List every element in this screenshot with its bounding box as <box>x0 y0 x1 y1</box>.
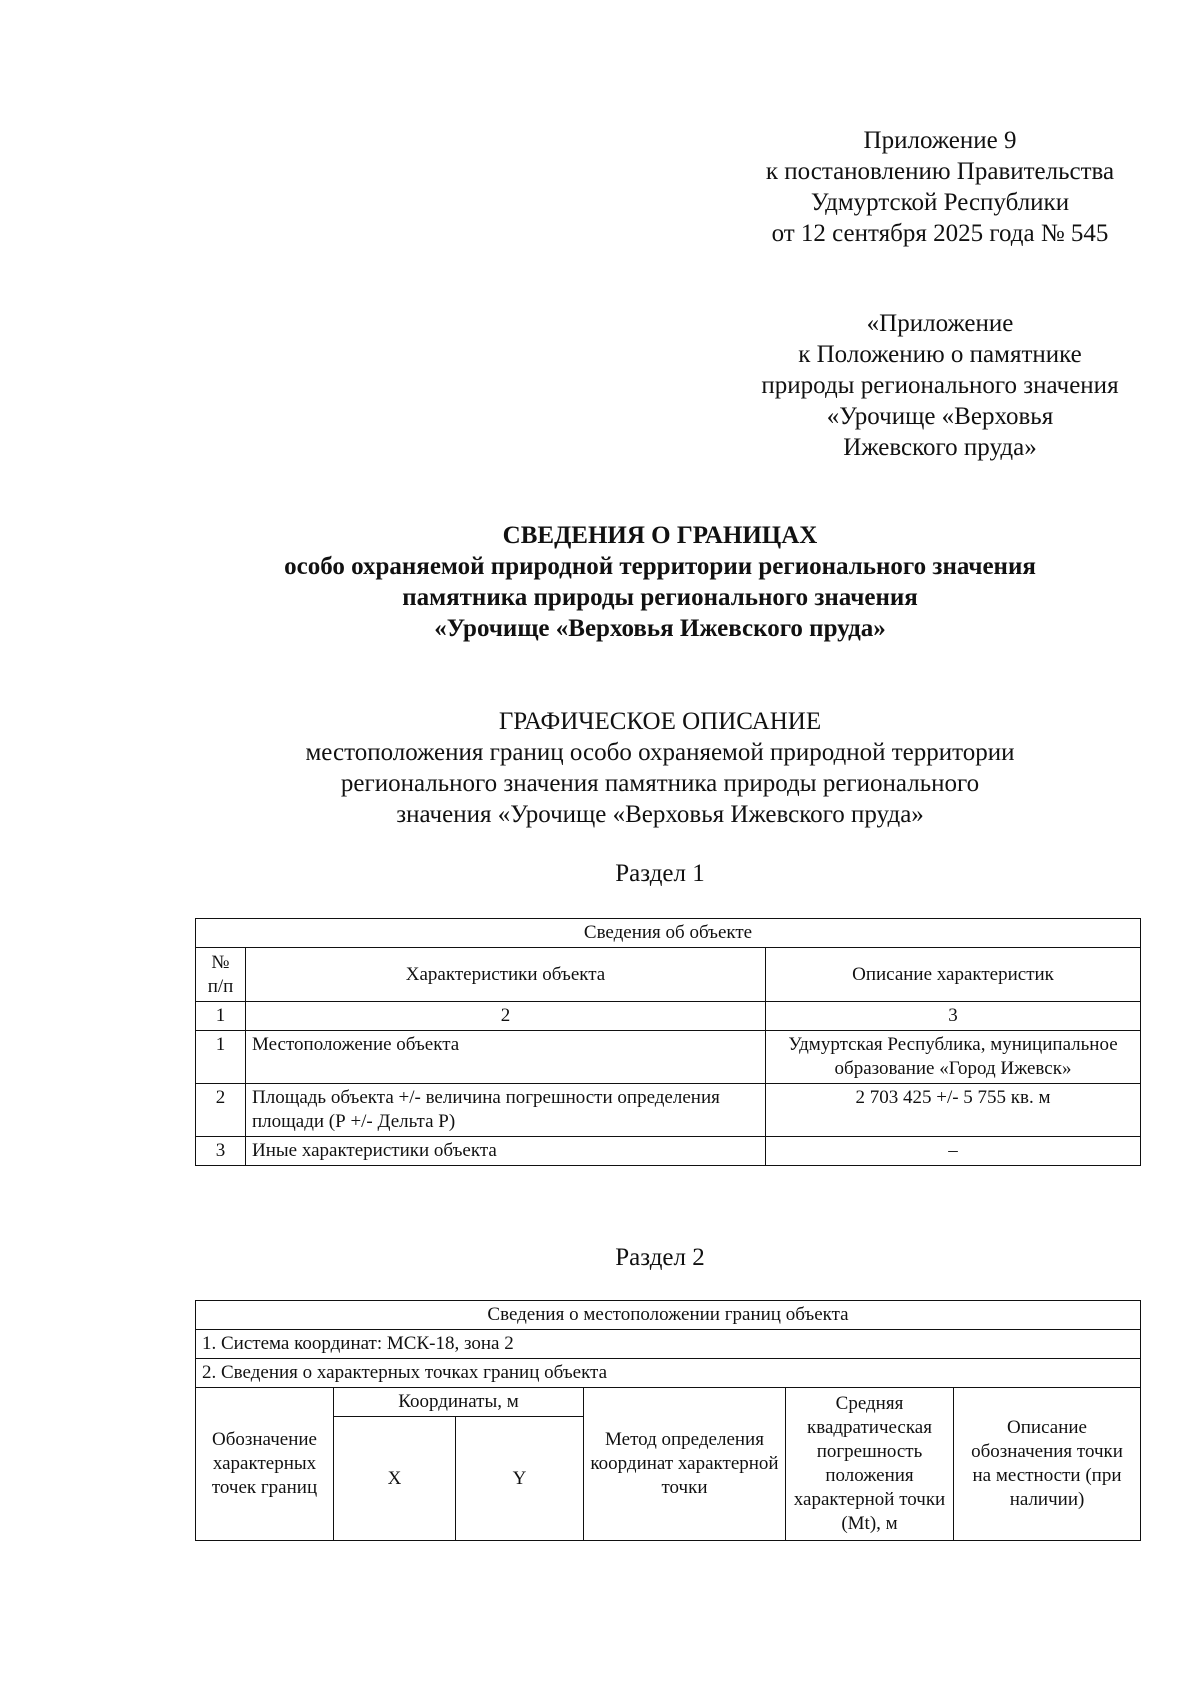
table-row <box>196 1137 1141 1166</box>
heading-line: «Урочище «Верховья Ижевского пруда» <box>434 615 886 642</box>
row-description: 2 703 425 +/- 5 755 кв. м <box>766 1084 1141 1137</box>
header-point-description: Описание обозначения точки на местности (при наличии) <box>954 1388 1141 1541</box>
table-title-row <box>196 919 1141 948</box>
row-description: – <box>766 1137 1141 1166</box>
appendix-header <box>720 125 1160 249</box>
coord-system-row <box>196 1330 1141 1359</box>
header-coordinates: Координаты, м <box>334 1388 584 1417</box>
row-num: 2 <box>196 1084 246 1137</box>
column-number-row <box>196 1002 1141 1031</box>
section-2-title: Раздел 2 <box>615 1244 705 1271</box>
points-info-row <box>196 1359 1141 1388</box>
table-header-row <box>196 948 1141 1002</box>
row-description: Удмуртская Республика, муниципальное образование «Город Ижевск» <box>766 1031 1141 1084</box>
header-point-designation: Обозначение характерных точек границ <box>196 1388 334 1541</box>
row-num: 1 <box>196 1031 246 1084</box>
main-heading <box>180 520 1140 644</box>
table-row <box>196 1031 1141 1084</box>
quote-line: «Урочище «Верховья <box>826 403 1054 430</box>
row-characteristic: Площадь объекта +/- величина погрешности определения площади (Р +/- Дельта Р) <box>246 1084 766 1137</box>
appendix-line: к постановлению Правительства <box>765 158 1115 185</box>
heading-line: ГРАФИЧЕСКОЕ ОПИСАНИЕ <box>498 708 822 735</box>
row-characteristic: Иные характеристики объекта <box>246 1137 766 1166</box>
heading-line: значения «Урочище «Верховья Ижевского пруда» <box>396 801 924 828</box>
coord-system: 1. Система координат: МСК-18, зона 2 <box>196 1330 1141 1359</box>
heading-line: памятника природы регионального значения <box>402 584 918 611</box>
table-title: Сведения о местоположении границ объекта <box>196 1301 1141 1330</box>
quote-line: к Положению о памятнике <box>798 341 1082 368</box>
table-title: Сведения об объекте <box>196 919 1141 948</box>
column-number: 1 <box>196 1002 246 1031</box>
header-y: Y <box>456 1417 584 1541</box>
appendix-line: Удмуртской Республики <box>810 189 1070 216</box>
column-number: 3 <box>766 1002 1141 1031</box>
heading-line: особо охраняемой природной территории регионального значения <box>284 553 1036 580</box>
header-num: № п/п <box>196 948 246 1002</box>
table-row <box>196 1084 1141 1137</box>
heading-line: СВЕДЕНИЯ О ГРАНИЦАХ <box>502 522 818 549</box>
regulation-appendix-block <box>720 308 1160 463</box>
table-title-row <box>196 1301 1141 1330</box>
appendix-line: от 12 сентября 2025 года № 545 <box>771 220 1109 247</box>
points-info: 2. Сведения о характерных точках границ объекта <box>196 1359 1141 1388</box>
quote-line: природы регионального значения <box>761 372 1119 399</box>
object-info-table <box>195 918 1141 1166</box>
graphic-description-heading <box>180 706 1140 830</box>
column-number: 2 <box>246 1002 766 1031</box>
table-header-row <box>196 1388 1141 1417</box>
boundary-location-table <box>195 1300 1141 1541</box>
row-num: 3 <box>196 1137 246 1166</box>
quote-line: «Приложение <box>866 310 1014 337</box>
heading-line: регионального значения памятника природы регионального <box>340 770 980 797</box>
section-1-title: Раздел 1 <box>615 860 705 887</box>
heading-line: местоположения границ особо охраняемой природной территории <box>305 739 1015 766</box>
appendix-line: Приложение 9 <box>863 127 1017 154</box>
header-description: Описание характеристик <box>766 948 1141 1002</box>
row-characteristic: Местоположение объекта <box>246 1031 766 1084</box>
header-method: Метод определения координат характерной точки <box>584 1388 786 1541</box>
quote-line: Ижевского пруда» <box>843 434 1037 461</box>
header-characteristics: Характеристики объекта <box>246 948 766 1002</box>
header-x: X <box>334 1417 456 1541</box>
header-mean-error: Средняя квадратическая погрешность положения характерной точки (Mt), м <box>786 1388 954 1541</box>
